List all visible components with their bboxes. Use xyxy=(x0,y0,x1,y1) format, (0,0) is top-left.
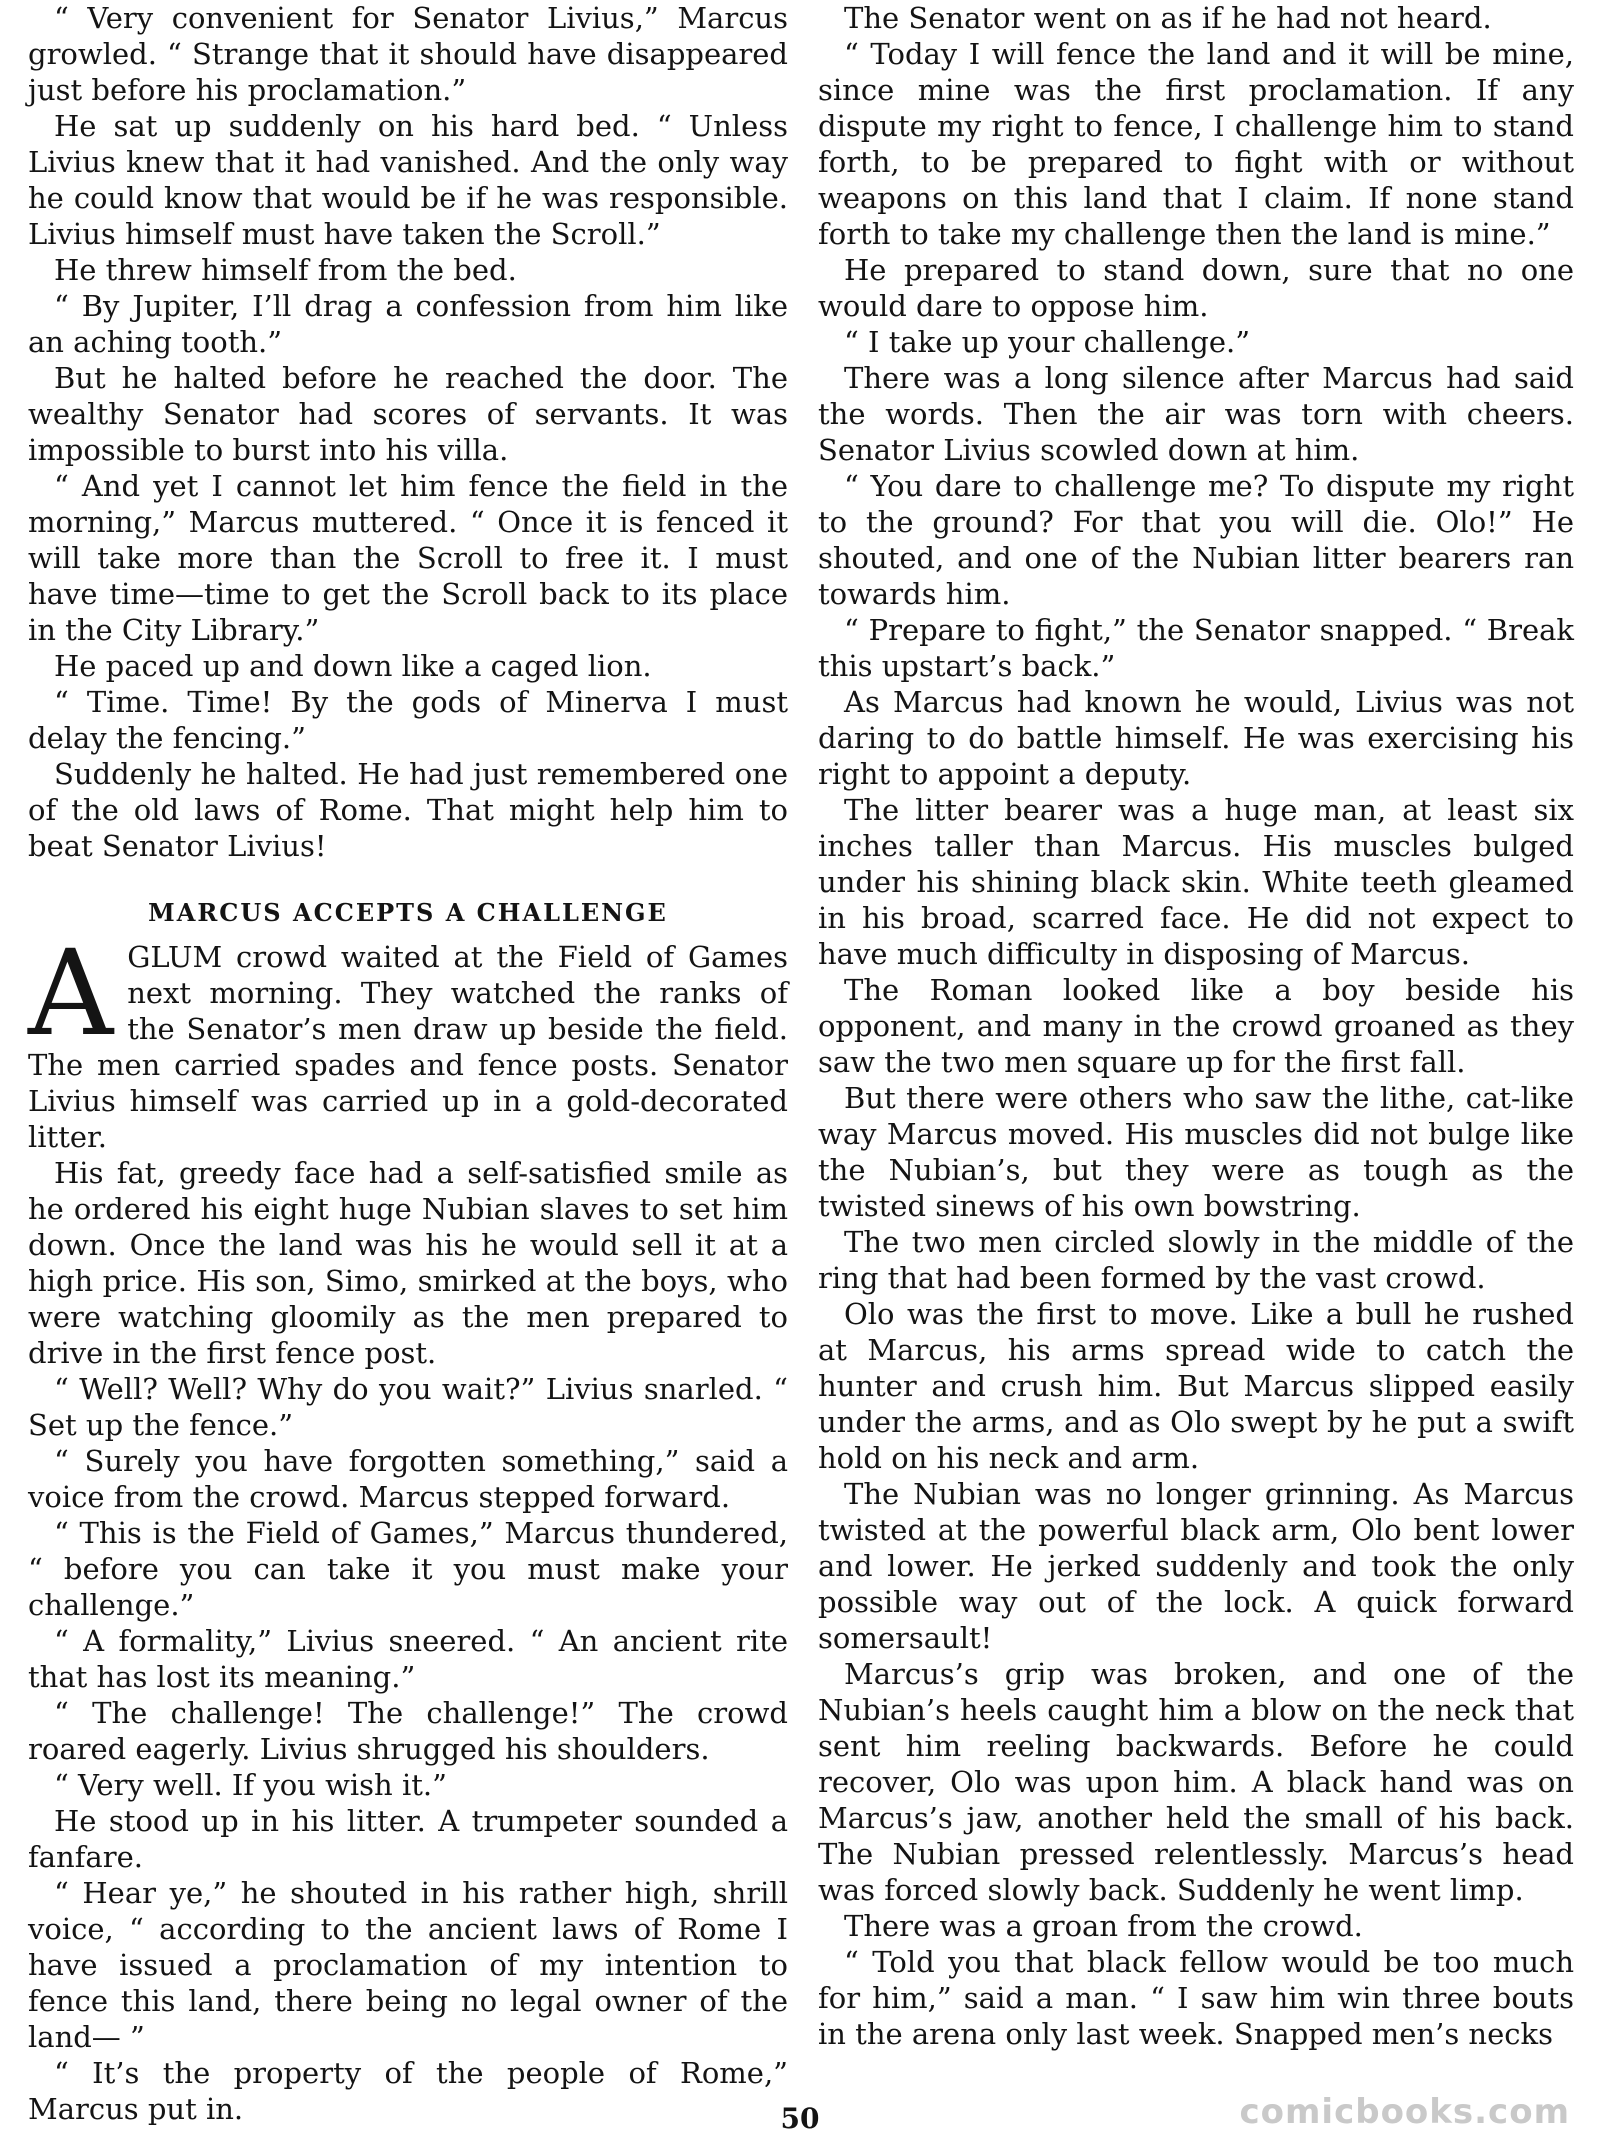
paragraph: There was a groan from the crowd. xyxy=(844,1909,1363,1943)
paragraph: He threw himself from the bed. xyxy=(54,253,517,287)
paragraph: But he halted before he reached the door. The wealthy Senator had scores of servants. It was impossible to burst into his villa. xyxy=(28,361,788,467)
paragraph: “ Hear ye,” he shouted in his rather high, shrill voice, “ according to the ancient laws of Rome I have issued a proclamation of my intention to fence this land, there being no legal owner of the land— ” xyxy=(28,1876,788,2054)
paragraph: His fat, greedy face had a self-satisfied smile as he ordered his eight huge Nubian slaves to set him down. Once the land was his he would sell it at a high price. His son, Simo, smirked at the boys, who were watching gloomily as the men prepared to drive in the first fence post. xyxy=(28,1156,788,1370)
paragraph: Marcus’s grip was broken, and one of the Nubian’s heels caught him a blow on the neck that sent him reeling backwards. Before he could recover, Olo was upon him. A black hand was on Marcus’s jaw, another held the small of his back. The Nubian pressed relentlessly. Marcus’s head was forced slowly back. Suddenly he went limp. xyxy=(818,1657,1574,1907)
paragraph: “ Time. Time! By the gods of Minerva I must delay the fencing.” xyxy=(28,685,788,755)
paragraph: “ Very well. If you wish it.” xyxy=(54,1768,447,1802)
paragraph: There was a long silence after Marcus had said the words. Then the air was torn with cheers. Senator Livius scowled down at him. xyxy=(818,361,1574,467)
paragraph: The Senator went on as if he had not heard. xyxy=(844,1,1492,35)
opening-paragraph xyxy=(28,924,788,1155)
paragraph: “ By Jupiter, I’ll drag a confession from him like an aching tooth.” xyxy=(28,289,788,359)
paragraph: The litter bearer was a huge man, at least six inches taller than Marcus. His muscles bulged under his shining black skin. White teeth gleamed in his broad, scarred face. He did not expect to have much difficulty in disposing of Marcus. xyxy=(818,793,1574,971)
paragraph: But there were others who saw the lithe, cat-like way Marcus moved. His muscles did not bulge like the Nubian’s, but they were as tough as the twisted sinews of his own bowstring. xyxy=(818,1081,1574,1223)
paragraph: “ I take up your challenge.” xyxy=(844,325,1251,359)
opening-paragraph-text: GLUM crowd waited at the Field of Games next morning. They watched the ranks of the Senator’s men draw up beside the field. The men carried spades and fence posts. Senator Livius himself was carried up in a gold-decorated litter. xyxy=(28,940,788,1154)
paragraph: “ Told you that black fellow would be too much for him,” said a man. “ I saw him win three bouts in the arena only last week. Snapped men’s necks xyxy=(818,1945,1574,2051)
drop-cap: A xyxy=(28,924,114,1062)
paragraph: He paced up and down like a caged lion. xyxy=(54,649,652,683)
paragraph: “ Prepare to fight,” the Senator snapped. “ Break this upstart’s back.” xyxy=(818,613,1574,683)
right-column xyxy=(818,0,1574,2052)
paragraph: “ Well? Well? Why do you wait?” Livius snarled. “ Set up the fence.” xyxy=(28,1372,788,1442)
paragraph: He prepared to stand down, sure that no one would dare to oppose him. xyxy=(818,253,1574,323)
paragraph: “ Today I will fence the land and it will be mine, since mine was the first proclamation. If any dispute my right to fence, I challenge him to stand forth, to be prepared to fight with or without weapons on this land that I claim. If none stand forth to take my challenge then the land is mine.” xyxy=(818,37,1574,251)
paragraph: The two men circled slowly in the middle of the ring that had been formed by the vast crowd. xyxy=(818,1225,1574,1295)
paragraph: “ A formality,” Livius sneered. “ An ancient rite that has lost its meaning.” xyxy=(28,1624,788,1694)
left-column xyxy=(28,0,788,2127)
paragraph: “ Surely you have forgotten something,” said a voice from the crowd. Marcus stepped forward. xyxy=(28,1444,788,1514)
paragraph: “ Very convenient for Senator Livius,” Marcus growled. “ Strange that it should have disappeared just before his proclamation.” xyxy=(28,1,788,107)
paragraph: He sat up suddenly on his hard bed. “ Unless Livius knew that it had vanished. And the only way he could know that would be if he was responsible. Livius himself must have taken the Scroll.” xyxy=(28,109,788,251)
paragraph: He stood up in his litter. A trumpeter sounded a fanfare. xyxy=(28,1804,788,1874)
paragraph: The Nubian was no longer grinning. As Marcus twisted at the powerful black arm, Olo bent lower and lower. He jerked suddenly and took the only possible way out of the lock. A quick forward somersault! xyxy=(818,1477,1574,1655)
paragraph: “ It’s the property of the people of Rome,” Marcus put in. xyxy=(28,2056,788,2126)
watermark: comicbooks.com xyxy=(1239,2092,1570,2132)
paragraph: “ You dare to challenge me? To dispute my right to the ground? For that you will die. Olo!” He shouted, and one of the Nubian litter bearers ran towards him. xyxy=(818,469,1574,611)
paragraph: As Marcus had known he would, Livius was not daring to do battle himself. He was exercising his right to appoint a deputy. xyxy=(818,685,1574,791)
paragraph: “ The challenge! The challenge!” The crowd roared eagerly. Livius shrugged his shoulders. xyxy=(28,1696,788,1766)
paragraph: Olo was the first to move. Like a bull he rushed at Marcus, his arms spread wide to catch the hunter and crush him. But Marcus slipped easily under the arms, and as Olo swept by he put a swift hold on his neck and arm. xyxy=(818,1297,1574,1475)
section-heading: MARCUS ACCEPTS A CHALLENGE xyxy=(148,898,668,927)
paragraph: Suddenly he halted. He had just remembered one of the old laws of Rome. That might help him to beat Senator Livius! xyxy=(28,757,788,863)
page-number: 50 xyxy=(780,2102,820,2135)
paragraph: “ And yet I cannot let him fence the field in the morning,” Marcus muttered. “ Once it is fenced it will take more than the Scroll to free it. I must have time—time to get the Scroll back to its place in the City Library.” xyxy=(28,469,788,647)
paragraph: “ This is the Field of Games,” Marcus thundered, “ before you can take it you must make your challenge.” xyxy=(28,1516,788,1622)
paragraph: The Roman looked like a boy beside his opponent, and many in the crowd groaned as they saw the two men square up for the first fall. xyxy=(818,973,1574,1079)
